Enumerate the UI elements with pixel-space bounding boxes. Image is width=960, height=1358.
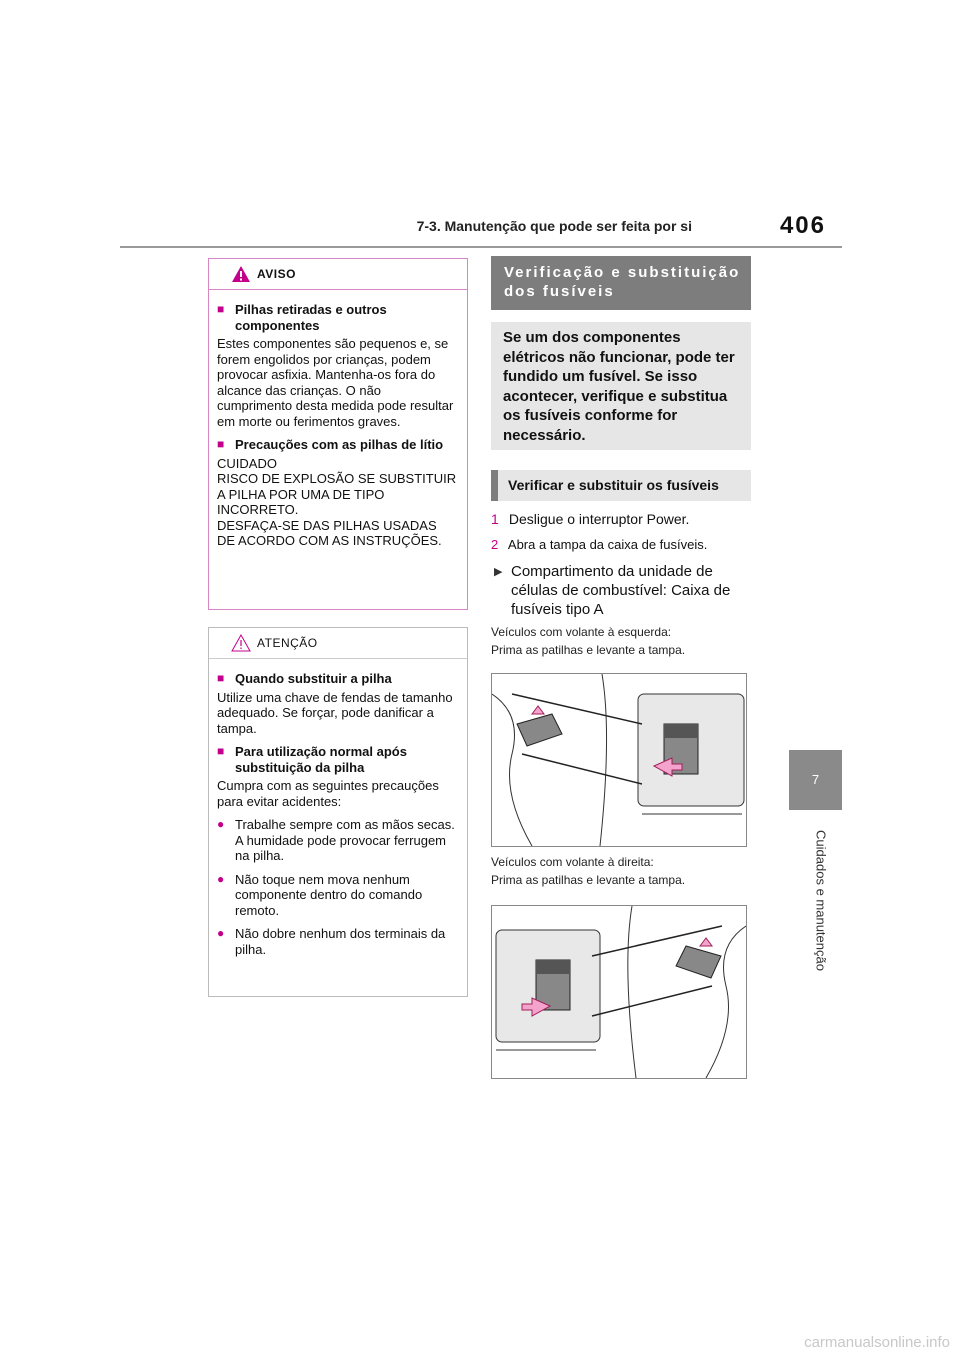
page-number: 406 xyxy=(779,212,826,239)
notice-text-1: Utilize uma chave de fendas de tamanho adequado. Se forçar, pode danificar a tampa. xyxy=(217,689,453,736)
warning-icon xyxy=(231,265,251,283)
notice-heading-1: ■ Quando substituir a pilha xyxy=(217,671,457,687)
caption-rhd-2: Prima as patilhas e levante a tampa. xyxy=(491,873,686,887)
compartment-item: ▶ Compartimento da unidade de células de combustível: Caixa de fusíveis tipo A xyxy=(494,562,754,619)
notice-header xyxy=(209,628,467,659)
fuse-box-diagram-rhd xyxy=(492,906,746,1078)
step-2-number: 2 xyxy=(491,537,499,552)
warning-line-1: CUIDADO xyxy=(217,455,277,471)
illustration-rhd xyxy=(491,905,747,1079)
warning-title: AVISO xyxy=(257,267,296,281)
warning-line-3: DESFAÇA-SE DAS PILHAS USADAS DE ACORDO COM AS INSTRUÇÕES. xyxy=(217,517,442,548)
notice-title: ATENÇÃO xyxy=(257,636,318,650)
section-banner: Verificação e substituição dos fusíveis xyxy=(491,256,751,310)
illustration-lhd xyxy=(491,673,747,847)
caption-lhd-2: Prima as patilhas e levante a tampa. xyxy=(491,643,686,657)
warning-heading-1: ■ Pilhas retiradas e outros componentes xyxy=(217,302,457,333)
caption-rhd-1: Veículos com volante à direita: xyxy=(491,855,654,869)
step-1 xyxy=(491,511,689,527)
warning-box xyxy=(208,258,468,610)
chapter-label-container xyxy=(783,818,843,998)
step-2 xyxy=(491,537,707,552)
notice-bullet-3: ● Não dobre nenhum dos terminais da pilha. xyxy=(217,926,457,957)
section-title: 7-3. Manutenção que pode ser feita por si xyxy=(416,218,692,234)
fuse-box-diagram-lhd xyxy=(492,674,746,846)
intro-box: Se um dos componentes elétricos não funcionar, pode ter fundido um fusível. Se isso acontecer, verifique e substitua os fusíveis conforme for necessário. xyxy=(491,322,751,450)
notice-heading-2: ■ Para utilização normal após substituição da pilha xyxy=(217,744,457,775)
step-1-number: 1 xyxy=(491,511,499,527)
caution-icon xyxy=(231,634,251,652)
warning-heading-2: ■ Precauções com as pilhas de lítio xyxy=(217,437,457,453)
chapter-label: Cuidados e manutenção xyxy=(813,830,829,971)
warning-header xyxy=(209,259,467,290)
notice-bullet-2: ● Não toque nem mova nenhum componente dentro do comando remoto. xyxy=(217,872,457,919)
warning-line-2: RISCO DE EXPLOSÃO SE SUBSTITUIR A PILHA POR UMA DE TIPO INCORRETO. xyxy=(217,471,457,517)
notice-text-2: Cumpra com as seguintes precauções para evitar acidentes: xyxy=(217,778,439,809)
chapter-tab[interactable]: 7 xyxy=(789,750,842,810)
caption-lhd-1: Veículos com volante à esquerda: xyxy=(491,625,672,639)
step-2-text: Abra a tampa da caixa de fusíveis. xyxy=(507,537,708,552)
footer-watermark: carmanualsonline.info xyxy=(804,1334,950,1351)
step-1-text: Desligue o interruptor Power. xyxy=(508,511,690,527)
notice-bullet-1: ● Trabalhe sempre com as mãos secas. A humidade pode provocar ferrugem na pilha. xyxy=(217,817,457,864)
subheading: Verificar e substituir os fusíveis xyxy=(491,470,751,501)
notice-box xyxy=(208,627,468,997)
warning-text-1: Estes componentes são pequenos e, se forem engolidos por crianças, podem provocar asfixia. Mantenha-os fora do alcance das crianças. O não cumprimento desta medida pode resultar em morte ou ferimentos graves. xyxy=(217,336,454,429)
page-header xyxy=(120,0,842,248)
